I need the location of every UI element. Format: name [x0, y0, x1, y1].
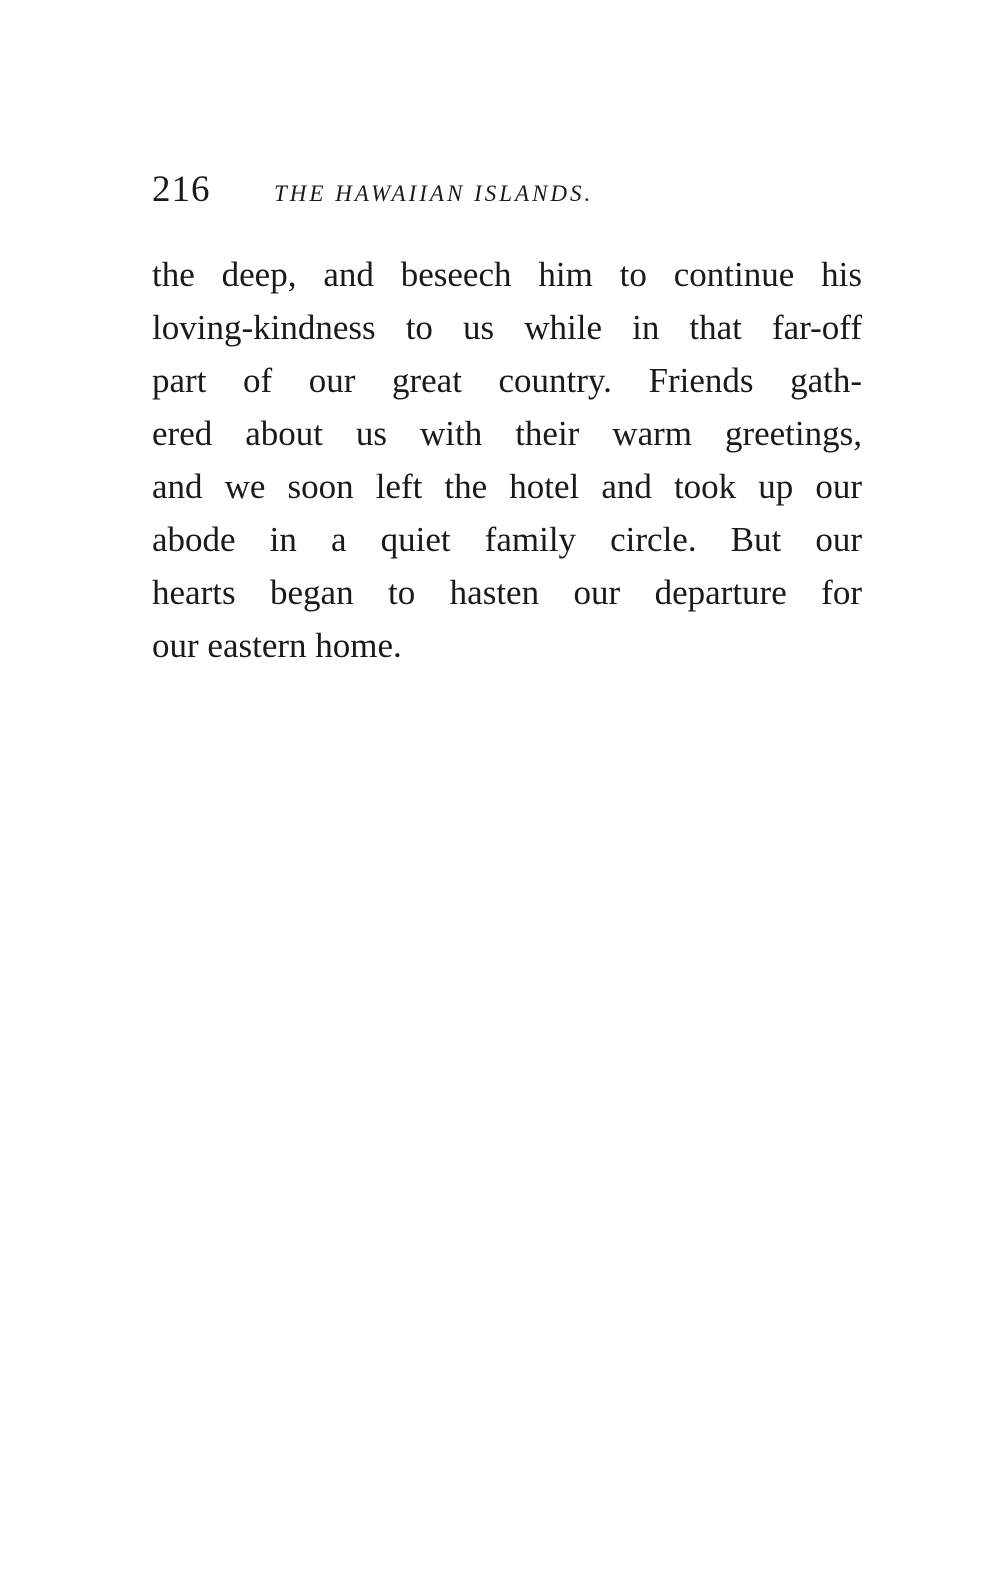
text-line: ered about us with their warm greetings,: [152, 414, 862, 453]
text-line: the deep, and beseech him to continue his: [152, 255, 862, 294]
body-text: [152, 248, 862, 672]
running-title: THE HAWAIIAN ISLANDS.: [274, 181, 594, 206]
text-line: part of our great country. Friends gath-: [152, 361, 862, 400]
text-line: our eastern home.: [152, 626, 402, 665]
text-line: and we soon left the hotel and took up our: [152, 467, 862, 506]
text-line: abode in a quiet family circle. But our: [152, 520, 862, 559]
text-line: loving-kindness to us while in that far-off: [152, 308, 862, 347]
text-line: hearts began to hasten our departure for: [152, 573, 862, 612]
running-head: [152, 168, 872, 218]
page-number: 216: [152, 169, 211, 210]
